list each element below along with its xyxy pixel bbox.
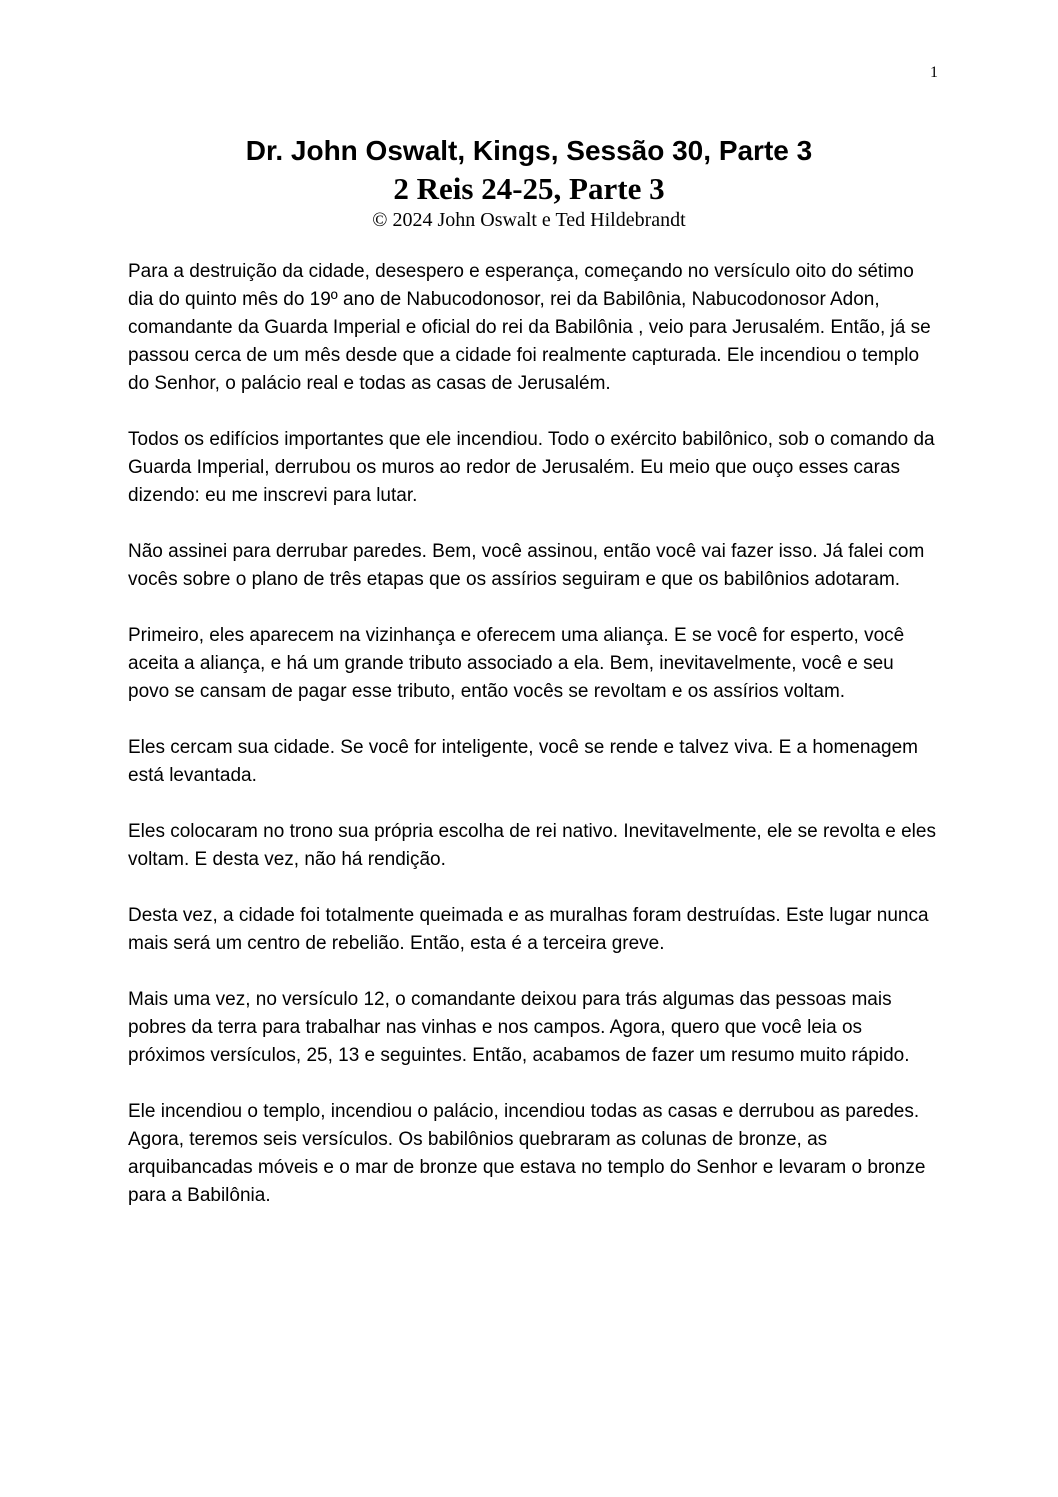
paragraph: Mais uma vez, no versículo 12, o comandante deixou para trás algumas das pessoas mais pobres da terra para trabalhar nas vinhas e nos campos. Agora, quero que você leia os próximos versículos, 25, 13 e seguintes. Então, acabamos de fazer um resumo muito rápido. (128, 989, 910, 1066)
paragraph: Todos os edifícios importantes que ele incendiou. Todo o exército babilônico, sob o comando da Guarda Imperial, derrubou os muros ao redor de Jerusalém. Eu meio que ouço esses caras dizendo: eu me inscrevi para lutar. (128, 429, 935, 506)
paragraph: Eles cercam sua cidade. Se você for inteligente, você se rende e talvez viva. E a homenagem está levantada. (128, 737, 918, 786)
document-header (0, 132, 1058, 232)
paragraph: Primeiro, eles aparecem na vizinhança e oferecem uma aliança. E se você for esperto, você aceita a aliança, e há um grande tributo associado a ela. Bem, inevitavelmente, você e seu povo se cansam de pagar esse tributo, então vocês se revoltam e os assírios voltam. (128, 625, 905, 702)
paragraph: Ele incendiou o templo, incendiou o palácio, incendiou todas as casas e derrubou as paredes. Agora, teremos seis versículos. Os babilônios quebraram as colunas de bronze, as arquibancadas móveis e o mar de bronze que estava no templo do Senhor e levaram o bronze para a Babilônia. (128, 1101, 926, 1206)
paragraph: Desta vez, a cidade foi totalmente queimada e as muralhas foram destruídas. Este lugar nunca mais será um centro de rebelião. Então, esta é a terceira greve. (128, 905, 929, 954)
paragraph: Eles colocaram no trono sua própria escolha de rei nativo. Inevitavelmente, ele se revolta e eles voltam. E desta vez, não há rendição. (128, 821, 936, 870)
document-body (128, 258, 938, 1238)
document-subtitle: 2 Reis 24-25, Parte 3 (393, 171, 665, 206)
paragraph: Para a destruição da cidade, desespero e esperança, começando no versículo oito do sétimo dia do quinto mês do 19º ano de Nabucodonosor, rei da Babilônia, Nabucodonosor Adon, comandante da Guarda Imperial e oficial do rei da Babilônia , veio para Jerusalém. Então, já se passou cerca de um mês desde que a cidade foi realmente capturada. Ele incendiou o templo do Senhor, o palácio real e todas as casas de Jerusalém. (128, 261, 931, 394)
paragraph: Não assinei para derrubar paredes. Bem, você assinou, então você vai fazer isso. Já falei com vocês sobre o plano de três etapas que os assírios seguiram e que os babilônios adotaram. (128, 541, 925, 590)
copyright-line: © 2024 John Oswalt e Ted Hildebrandt (372, 209, 686, 231)
page-number: 1 (930, 64, 938, 81)
document-title: Dr. John Oswalt, Kings, Sessão 30, Parte 3 (245, 135, 813, 166)
